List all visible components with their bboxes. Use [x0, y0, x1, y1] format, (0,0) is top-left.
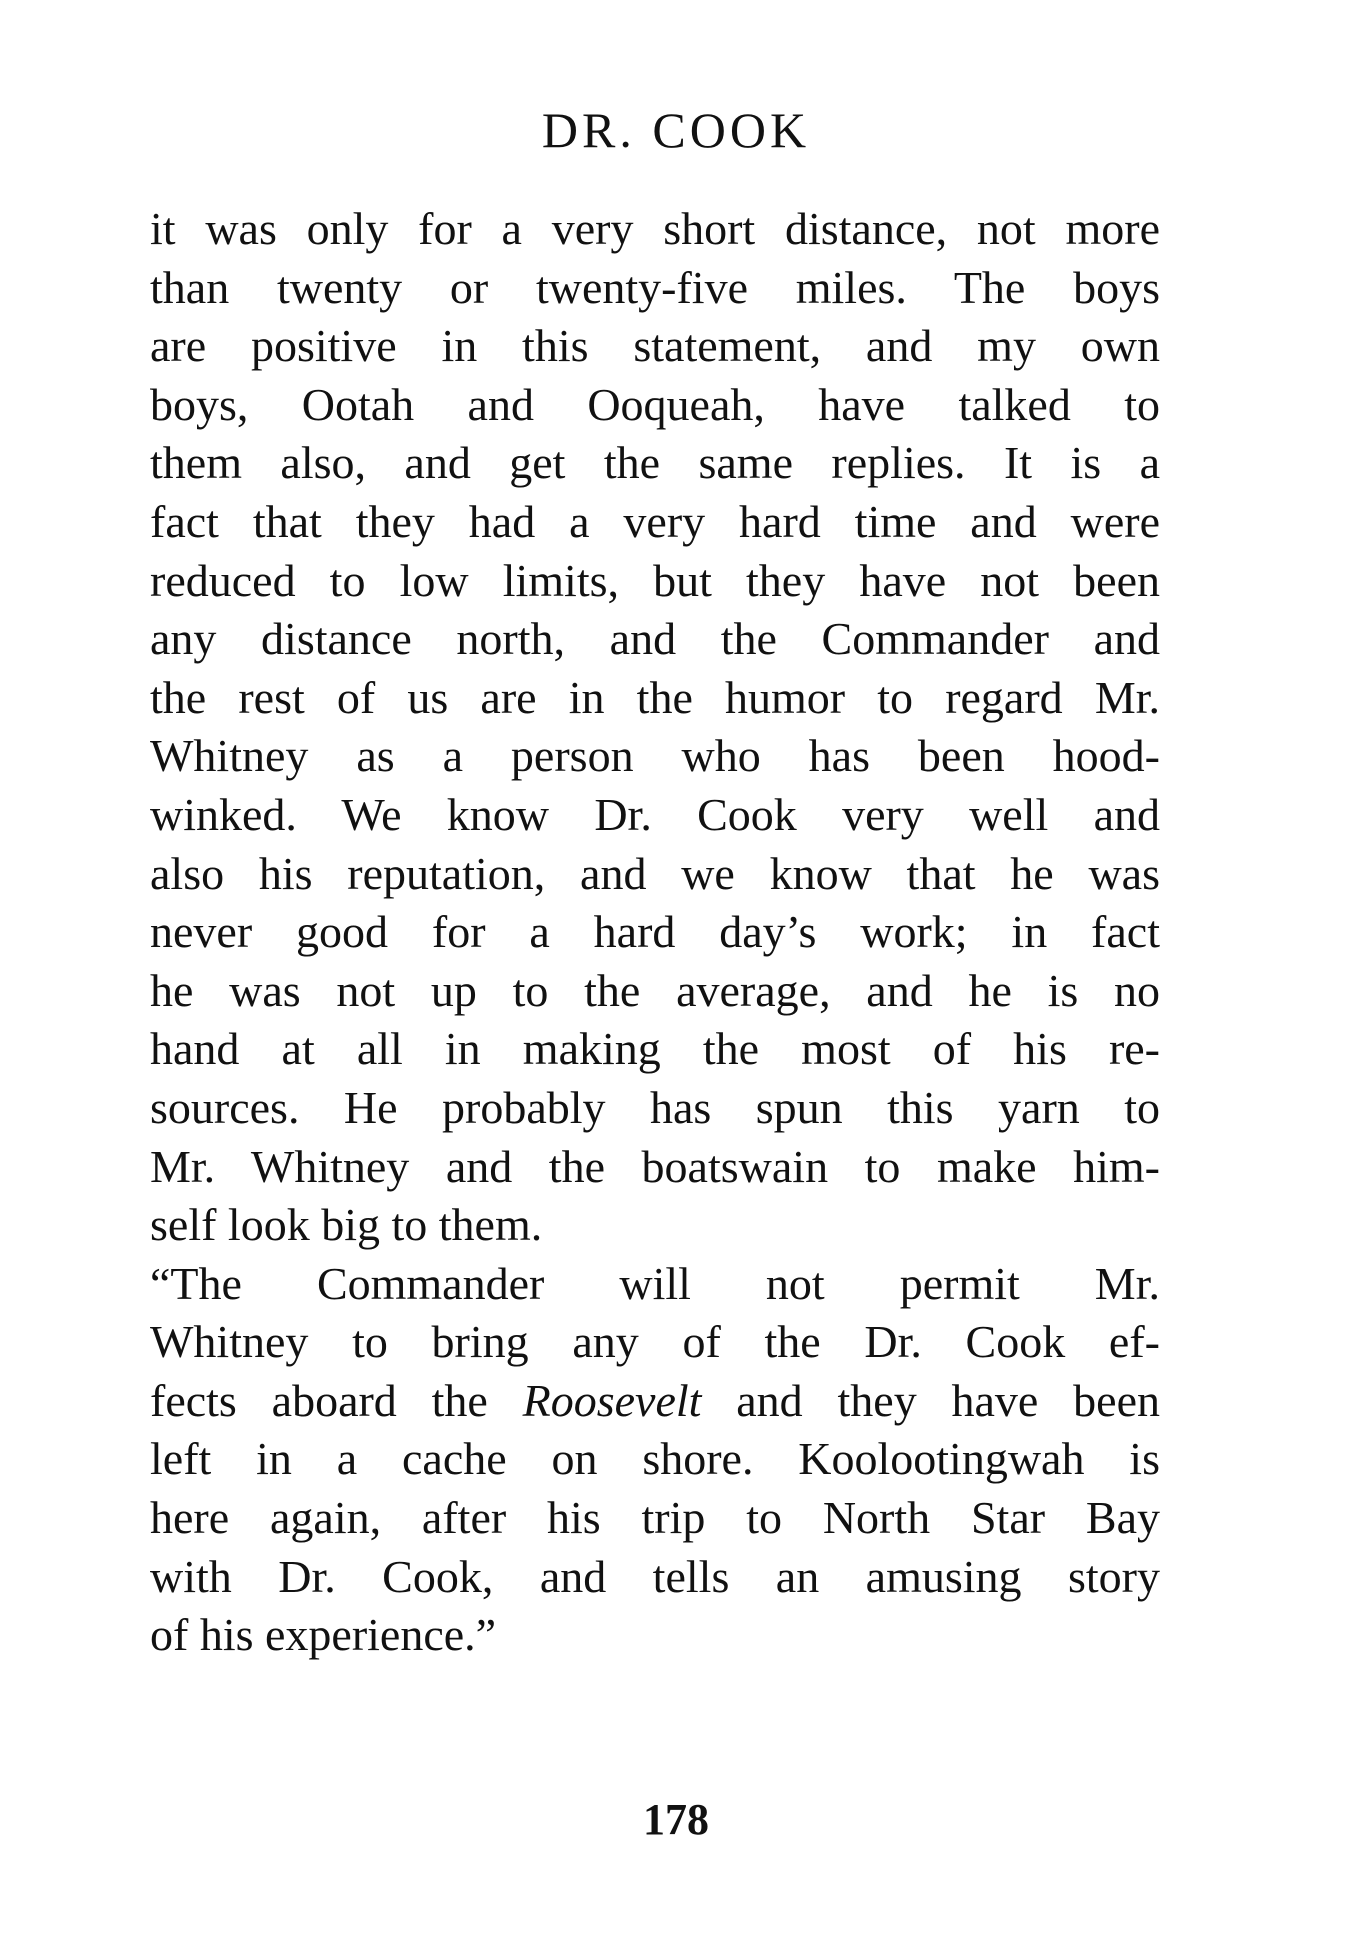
text-line: any distance north, and the Commander and — [150, 613, 1160, 665]
text-line: Whitney to bring any of the Dr. Cook ef- — [150, 1316, 1160, 1368]
text-line: “The Commander will not permit Mr. — [150, 1257, 1160, 1309]
text-line: reduced to low limits, but they have not been — [150, 554, 1160, 606]
text-line: Mr. Whitney and the boatswain to make him- — [150, 1140, 1160, 1192]
text-line: it was only for a very short distance, not more — [150, 203, 1160, 254]
text-line: sources. He probably has spun this yarn to — [150, 1081, 1160, 1133]
text-line: he was not up to the average, and he is no — [150, 964, 1160, 1016]
page-number: 178 — [643, 1795, 709, 1844]
text-segment: and they have been — [701, 1374, 1160, 1426]
ship-name: Roosevelt — [522, 1374, 702, 1426]
text-line: fact that they had a very hard time and were — [150, 495, 1160, 547]
text-segment: fects aboard the — [150, 1374, 523, 1426]
body-text — [150, 200, 1160, 1665]
text-line: Whitney as a person who has been hood- — [150, 730, 1160, 782]
text-line: left in a cache on shore. Koolootingwah is — [150, 1433, 1160, 1485]
text-line: them also, and get the same replies. It is a — [150, 437, 1160, 489]
text-line: than twenty or twenty-five miles. The boys — [150, 261, 1160, 313]
running-head: DR. COOK — [541, 102, 811, 158]
text-line — [150, 1372, 1160, 1431]
text-line: hand at all in making the most of his re- — [150, 1023, 1160, 1075]
text-line: self look big to them. — [150, 1199, 543, 1251]
text-line: of his experience.” — [150, 1609, 497, 1661]
text-line: never good for a hard day’s work; in fact — [150, 906, 1160, 958]
text-line: winked. We know Dr. Cook very well and — [150, 788, 1160, 840]
text-line: the rest of us are in the humor to regard Mr. — [150, 671, 1160, 723]
text-line: here again, after his trip to North Star Bay — [150, 1492, 1160, 1544]
text-line: also his reputation, and we know that he was — [150, 847, 1160, 899]
text-line: boys, Ootah and Ooqueah, have talked to — [150, 378, 1160, 430]
text-line: with Dr. Cook, and tells an amusing story — [150, 1550, 1160, 1602]
text-line: are positive in this statement, and my own — [150, 320, 1160, 372]
